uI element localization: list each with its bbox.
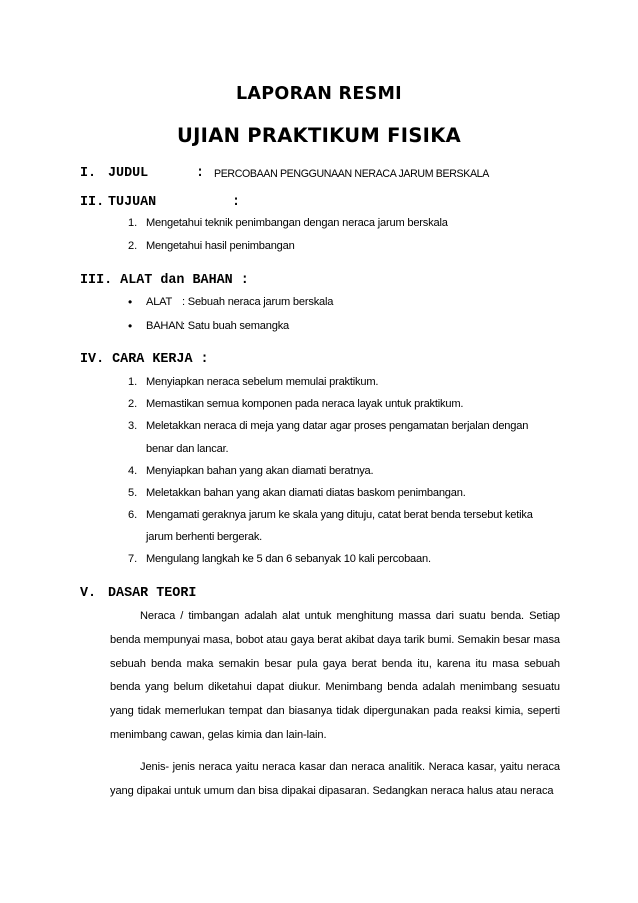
- section-1-label: JUDUL: [108, 166, 149, 181]
- section-1-number: I.: [80, 166, 97, 181]
- report-subtitle: UJIAN PRAKTIKUM FISIKA: [176, 124, 462, 147]
- section-2-number: II.: [80, 195, 105, 210]
- step-4-number: 4.: [128, 465, 138, 477]
- bahan-value: : Satu buah semangka: [182, 320, 290, 332]
- step-3-continuation: benar dan lancar.: [146, 443, 229, 455]
- dasar-teori-paragraph-1: Neraca / timbangan adalah alat untuk menghitung massa dari suatu benda. Setiap benda mempunyai masa, bobot atau gaya berat akibat daya tarik bumi. Semakin besar masa sebuah benda maka semakin besar pula gaya berat benda itu, karena itu masa sebuah benda yang belum diketahui dapat diukur. Menimbang benda adalah menimbang sesuatu yang tidak memerlukan tempat dan biasanya tidak dipergunakan pada reaksi kimia, seperti menimbang cawan, gelas kimia dan lain-lain.: [110, 610, 560, 741]
- section-3-heading: III. ALAT dan BAHAN :: [80, 273, 249, 288]
- section-2-label: TUJUAN: [108, 195, 157, 210]
- section-1-value: PERCOBAAN PENGGUNAAN NERACA JARUM BERSKALA: [214, 168, 489, 180]
- tujuan-item-2: Mengetahui hasil penimbangan: [146, 240, 295, 252]
- step-7: Mengulang langkah ke 5 dan 6 sebanyak 10 kali percobaan.: [146, 553, 431, 565]
- bahan-label: BAHAN: [146, 320, 184, 332]
- section-5-label: DASAR TEORI: [108, 586, 197, 601]
- dasar-teori-paragraph-2: Jenis- jenis neraca yaitu neraca kasar dan neraca analitik. Neraca kasar, yaitu neraca yang dipakai untuk umum dan bisa dipakai dipasaran. Sedangkan neraca halus atau neraca: [110, 760, 560, 797]
- bullet-icon: •: [128, 295, 133, 309]
- tujuan-item-1: Mengetahui teknik penimbangan dengan neraca jarum berskala: [146, 217, 448, 229]
- step-5-number: 5.: [128, 487, 138, 499]
- step-2-number: 2.: [128, 398, 138, 410]
- alat-value: : Sebuah neraca jarum berskala: [182, 296, 334, 308]
- section-5-number: V.: [80, 586, 97, 601]
- section-2-colon: :: [232, 195, 241, 210]
- step-7-number: 7.: [128, 553, 138, 565]
- step-5: Meletakkan bahan yang akan diamati diatas baskom penimbangan.: [146, 487, 466, 499]
- step-4: Menyiapkan bahan yang akan diamati beratnya.: [146, 465, 374, 477]
- step-3: Meletakkan neraca di meja yang datar agar proses pengamatan berjalan dengan: [146, 420, 529, 432]
- alat-label: ALAT: [146, 296, 173, 308]
- step-2: Memastikan semua komponen pada neraca layak untuk praktikum.: [146, 398, 464, 410]
- report-title: LAPORAN RESMI: [235, 84, 402, 104]
- step-1: Menyiapkan neraca sebelum memulai praktikum.: [146, 376, 379, 388]
- step-6-number: 6.: [128, 509, 138, 521]
- step-3-number: 3.: [128, 420, 138, 432]
- step-6: Mengamati geraknya jarum ke skala yang dituju, catat berat benda tersebut ketika: [146, 509, 533, 521]
- dasar-teori-body: [110, 605, 560, 803]
- step-1-number: 1.: [128, 376, 138, 388]
- bullet-icon: •: [128, 319, 133, 333]
- tujuan-item-2-number: 2.: [128, 240, 138, 252]
- section-4-heading: IV. CARA KERJA :: [80, 352, 209, 367]
- step-6-continuation: jarum berhenti bergerak.: [146, 531, 263, 543]
- section-1-colon: :: [196, 166, 205, 181]
- tujuan-item-1-number: 1.: [128, 217, 138, 229]
